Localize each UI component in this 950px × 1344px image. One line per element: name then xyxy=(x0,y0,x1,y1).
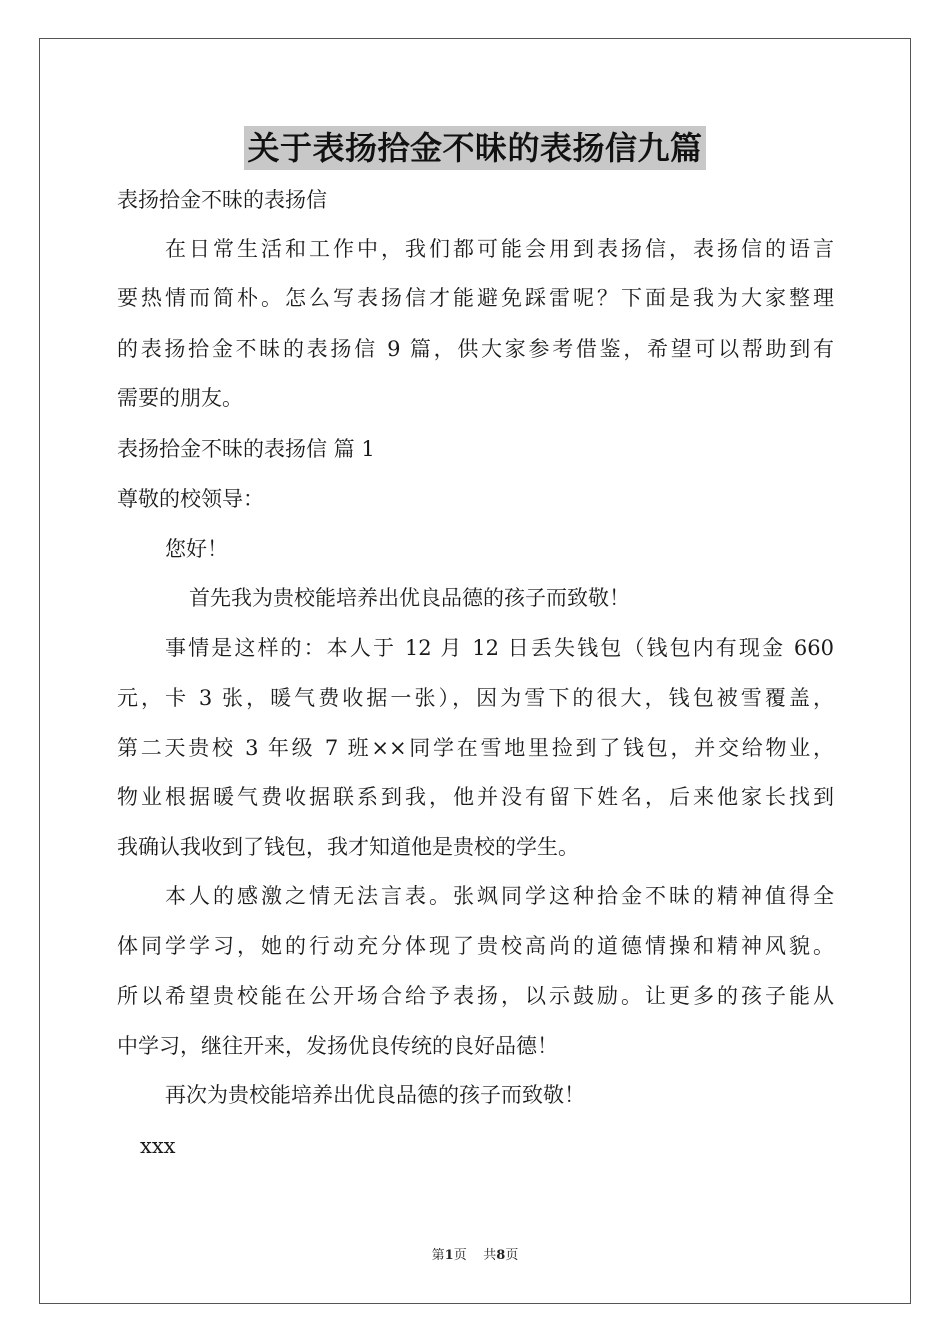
section-heading: 表扬拾金不昧的表扬信 篇 1 xyxy=(117,437,375,461)
footer-total-suffix: 页 xyxy=(505,1248,519,1263)
closing-line: 再次为贵校能培养出优良品德的孩子而致敬！ xyxy=(165,1083,585,1107)
footer-total-pages: 8 xyxy=(496,1248,506,1263)
signature: xxx xyxy=(140,1134,176,1158)
paragraph2-line-2: 体同学学习，她的行动充分体现了贵校高尚的道德情操和精神风貌。 xyxy=(117,934,834,958)
footer-page-suffix: 页 xyxy=(453,1248,467,1263)
page-footer xyxy=(0,1247,950,1265)
paragraph2-line-4: 中学习，继往开来，发扬优良传统的良好品德！ xyxy=(117,1034,558,1058)
document-title: 关于表扬拾金不昧的表扬信九篇 xyxy=(244,126,705,170)
paragraph1-line-3: 第二天贵校 3 年级 7 班××同学在雪地里捡到了钱包，并交给物业， xyxy=(117,736,834,760)
greeting: 您好！ xyxy=(165,537,228,561)
page-border xyxy=(39,38,911,1304)
intro-line-3: 的表扬拾金不昧的表扬信 9 篇，供大家参考借鉴，希望可以帮助到有 xyxy=(117,337,834,361)
footer-total-prefix: 共 xyxy=(483,1248,497,1263)
paragraph1-line-1: 事情是这样的：本人于 12 月 12 日丢失钱包（钱包内有现金 660 xyxy=(165,636,834,660)
paragraph1-line-5: 我确认我收到了钱包，我才知道他是贵校的学生。 xyxy=(117,835,579,859)
intro-line-4: 需要的朋友。 xyxy=(117,386,243,410)
salutation: 尊敬的校领导： xyxy=(117,487,264,511)
opening-line: 首先我为贵校能培养出优良品德的孩子而致敬！ xyxy=(189,586,630,610)
paragraph1-line-2: 元，卡 3 张，暖气费收据一张），因为雪下的很大，钱包被雪覆盖， xyxy=(117,686,834,710)
title-container xyxy=(0,126,950,170)
intro-line-1: 在日常生活和工作中，我们都可能会用到表扬信，表扬信的语言 xyxy=(165,237,834,261)
footer-page-number: 1 xyxy=(444,1248,454,1263)
intro-line-2: 要热情而简朴。怎么写表扬信才能避免踩雷呢？下面是我为大家整理 xyxy=(117,286,834,310)
paragraph1-line-4: 物业根据暖气费收据联系到我，他并没有留下姓名，后来他家长找到 xyxy=(117,785,834,809)
document-subtitle: 表扬拾金不昧的表扬信 xyxy=(117,188,327,212)
footer-page-prefix: 第 xyxy=(431,1248,445,1263)
paragraph2-line-3: 所以希望贵校能在公开场合给予表扬，以示鼓励。让更多的孩子能从 xyxy=(117,984,834,1008)
paragraph2-line-1: 本人的感激之情无法言表。张飒同学这种拾金不昧的精神值得全 xyxy=(165,884,834,908)
